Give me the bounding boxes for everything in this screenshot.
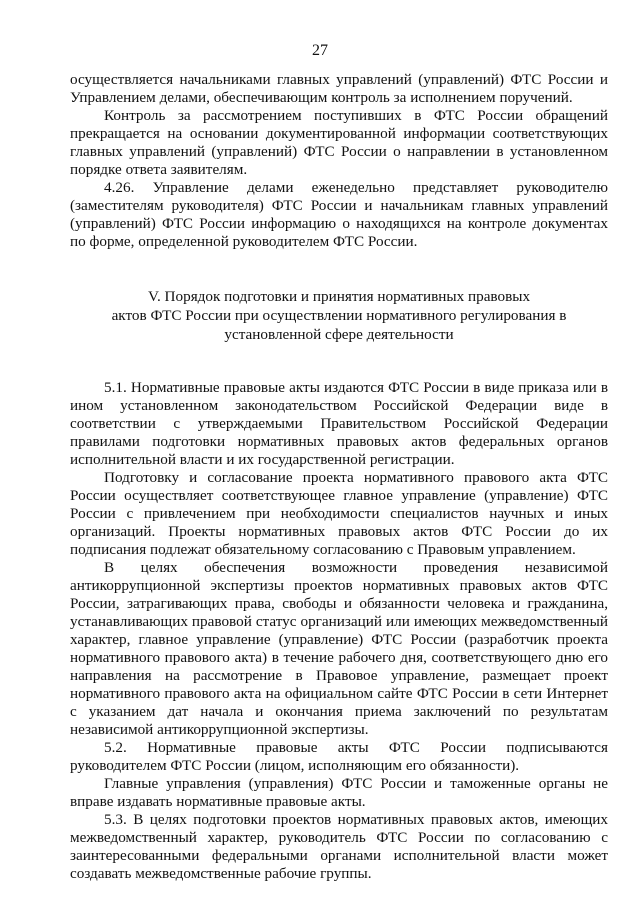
paragraph-preparation-approval: Подготовку и согласование проекта нормативного правового акта ФТС России осуществляет соответствующее главное управление (управление) ФТС России с привлечением при необходимости специалистов научных и иных организаций. Проекты нормативных правовых актов ФТС России до их подписания подлежат обязательному согласованию с Правовым управлением. [70,469,608,558]
paragraph-4-26: 4.26. Управление делами еженедельно представляет руководителю (заместителям руководителя) ФТС России и начальникам главных управлений (управлений) ФТС России информацию о находящихся на контроле документах по форме, определенной руководителем ФТС России. [70,179,608,250]
page-number: 27 [312,42,328,59]
section-heading-line-2: актов ФТС России при осуществлении нормативного регулирования в [111,307,567,324]
paragraph-anticorruption-expertise: В целях обеспечения возможности проведения независимой антикоррупционной экспертизы проектов нормативных правовых актов ФТС России, затрагивающих права, свободы и обязанности человека и гражданина, устанавливающих правовой статус организаций или имеющих межведомственный характер, главное управление (управление) ФТС России (разработчик проекта нормативного правового акта) в течение рабочего дня, соответствующего дню его направления на рассмотрение в Правовое управление, размещает проект нормативного правового акта на официальном сайте ФТС России в сети Интернет с указанием дат начала и окончания приема заключений по результатам независимой антикоррупционной экспертизы. [70,559,608,738]
section-heading [70,287,608,344]
section-heading-line-1: V. Порядок подготовки и принятия нормативных правовых [147,288,531,305]
paragraph-continuation: осуществляется начальниками главных управлений (управлений) ФТС России и Управлением делами, обеспечивающим контроль за исполнением поручений. [70,71,608,106]
paragraph-customs-bodies: Главные управления (управления) ФТС России и таможенные органы не вправе издавать нормативные правовые акты. [70,775,608,810]
paragraph-5-1: 5.1. Нормативные правовые акты издаются ФТС России в виде приказа или в ином установленном законодательством Российской Федерации виде в соответствии с утверждаемыми Правительством Российской Федерации правилами подготовки нормативных правовых актов федеральных органов исполнительной власти и их государственной регистрации. [70,379,608,468]
paragraph-5-2: 5.2. Нормативные правовые акты ФТС России подписываются руководителем ФТС России (лицом, исполняющим его обязанности). [70,739,608,774]
section-heading-line-3: установленной сфере деятельности [224,326,454,343]
paragraph-control-termination: Контроль за рассмотрением поступивших в ФТС России обращений прекращается на основании документированной информации соответствующих главных управлений (управлений) ФТС России о направлении в установленном порядке ответа заявителям. [70,107,608,178]
document-body [70,71,608,883]
paragraph-5-3: 5.3. В целях подготовки проектов нормативных правовых актов, имеющих межведомственный характер, руководитель ФТС России по согласованию с заинтересованными федеральными органами исполнительной власти может создавать межведомственные рабочие группы. [70,811,608,882]
